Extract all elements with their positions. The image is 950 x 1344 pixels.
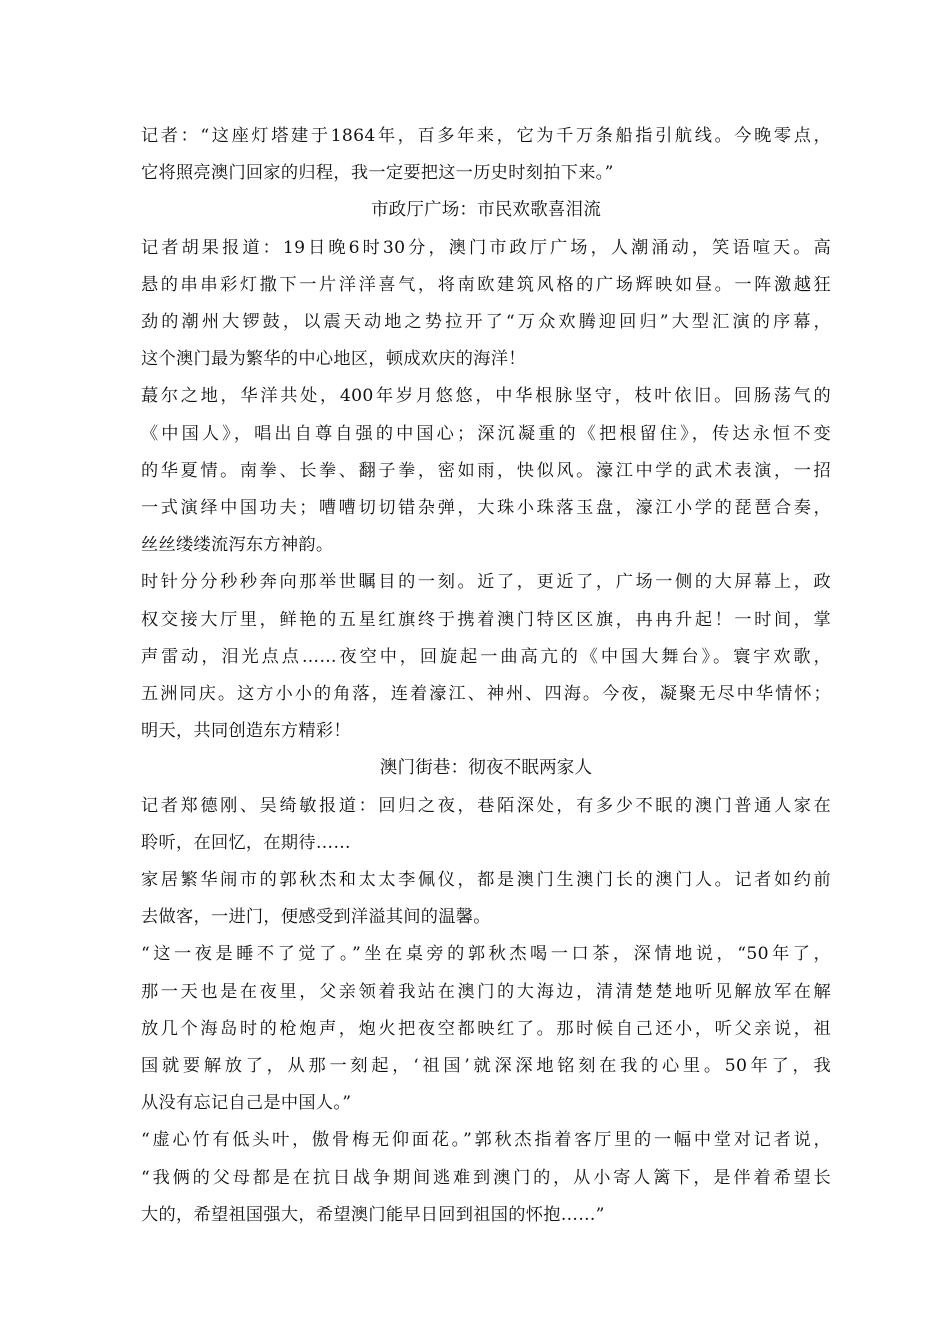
text-line: 一式演绎中国功夫；嘈嘈切切错杂弹，大珠小珠落玉盘，濠江小学的琵琶合奏，	[141, 498, 831, 519]
text-line: 去做客，一进门，便感受到洋溢其间的温馨。	[141, 907, 491, 928]
text-line: 放几个海岛时的枪炮声，炮火把夜空都映红了。那时候自己还小，听父亲说，祖	[141, 1018, 831, 1039]
document-page	[141, 118, 831, 1234]
text-line: 它将照亮澳门回家的归程，我一定要把这一历史时刻拍下来。”	[141, 163, 614, 184]
text-line: 记者郑德刚、吴绮敏报道：回归之夜，巷陌深处，有多少不眠的澳门普通人家在	[141, 795, 831, 816]
section-heading-macau-streets: 澳门街巷：彻夜不眠两家人	[379, 758, 593, 779]
text-line: 这个澳门最为繁华的中心地区，顿成欢庆的海洋！	[141, 349, 526, 370]
paragraph	[141, 378, 831, 564]
text-line: 大的，希望祖国强大，希望澳门能早日回到祖国的怀抱……”	[141, 1204, 605, 1225]
text-line: 丝丝缕缕流泻东方神韵。	[141, 535, 334, 556]
text-line: “我俩的父母都是在抗日战争期间逃难到澳门的，从小寄人篱下，是伴着希望长	[141, 1167, 831, 1188]
text-line: 家居繁华闹市的郭秋杰和太太李佩仪，都是澳门生澳门长的澳门人。记者如约前	[141, 870, 831, 891]
text-line: 《中国人》，唱出自尊自强的中国心；深沉凝重的《把根留住》，传达永恒不变	[141, 423, 831, 444]
text-line: 的华夏情。南拳、长拳、翻子拳，密如雨，快似风。濠江中学的武术表演，一招	[141, 460, 831, 481]
text-line: 时针分分秒秒奔向那举世瞩目的一刻。近了，更近了，广场一侧的大屏幕上，政	[141, 572, 831, 593]
paragraph	[141, 564, 831, 750]
text-line: “这一夜是睡不了觉了。”坐在桌旁的郭秋杰喝一口茶，深情地说，“50年了，	[141, 944, 831, 965]
paragraph	[141, 1122, 831, 1234]
paragraph	[141, 788, 831, 862]
text-line: 劲的潮州大锣鼓，以震天动地之势拉开了“万众欢腾迎回归”大型汇演的序幕，	[141, 312, 831, 333]
text-line: 从没有忘记自己是中国人。”	[141, 1093, 352, 1114]
text-line: 五洲同庆。这方小小的角落，连着濠江、神州、四海。今夜，凝聚无尽中华情怀；	[141, 684, 831, 705]
text-line: “虚心竹有低头叶，傲骨梅无仰面花。”郭秋杰指着客厅里的一幅中堂对记者说，	[141, 1130, 831, 1151]
text-line: 国就要解放了，从那一刻起，‘祖国’就深深地铭刻在我的心里。50年了，我	[141, 1056, 831, 1077]
text-line: 记者：“这座灯塔建于1864年，百多年来，它为千万条船指引航线。今晚零点，	[141, 126, 831, 146]
text-line: 权交接大厅里，鲜艳的五星红旗终于携着澳门特区区旗，冉冉升起！一时间，掌	[141, 609, 831, 630]
section-heading-city-hall-square: 市政厅广场：市民欢歌喜泪流	[370, 200, 602, 221]
text-line: 明天，共同创造东方精彩！	[141, 721, 351, 742]
paragraph	[141, 862, 831, 936]
intro-paragraph	[141, 118, 831, 192]
text-line: 聆听，在回忆，在期待……	[141, 832, 351, 853]
text-line: 蕞尔之地，华洋共处，400年岁月悠悠，中华根脉坚守，枝叶依旧。回肠荡气的	[141, 386, 831, 407]
paragraph	[141, 230, 831, 379]
text-line: 悬的串串彩灯撒下一片洋洋喜气，将南欧建筑风格的广场辉映如昼。一阵激越狂	[141, 274, 831, 295]
text-line: 那一天也是在夜里，父亲领着我站在澳门的大海边，清清楚楚地听见解放军在解	[141, 981, 831, 1002]
text-line: 声雷动，泪光点点……夜空中，回旋起一曲高亢的《中国大舞台》。寰宇欢歌，	[141, 646, 831, 667]
text-line: 记者胡果报道：19日晚6时30分，澳门市政厅广场，人潮涌动，笑语喧天。高	[141, 237, 831, 258]
paragraph	[141, 936, 831, 1122]
